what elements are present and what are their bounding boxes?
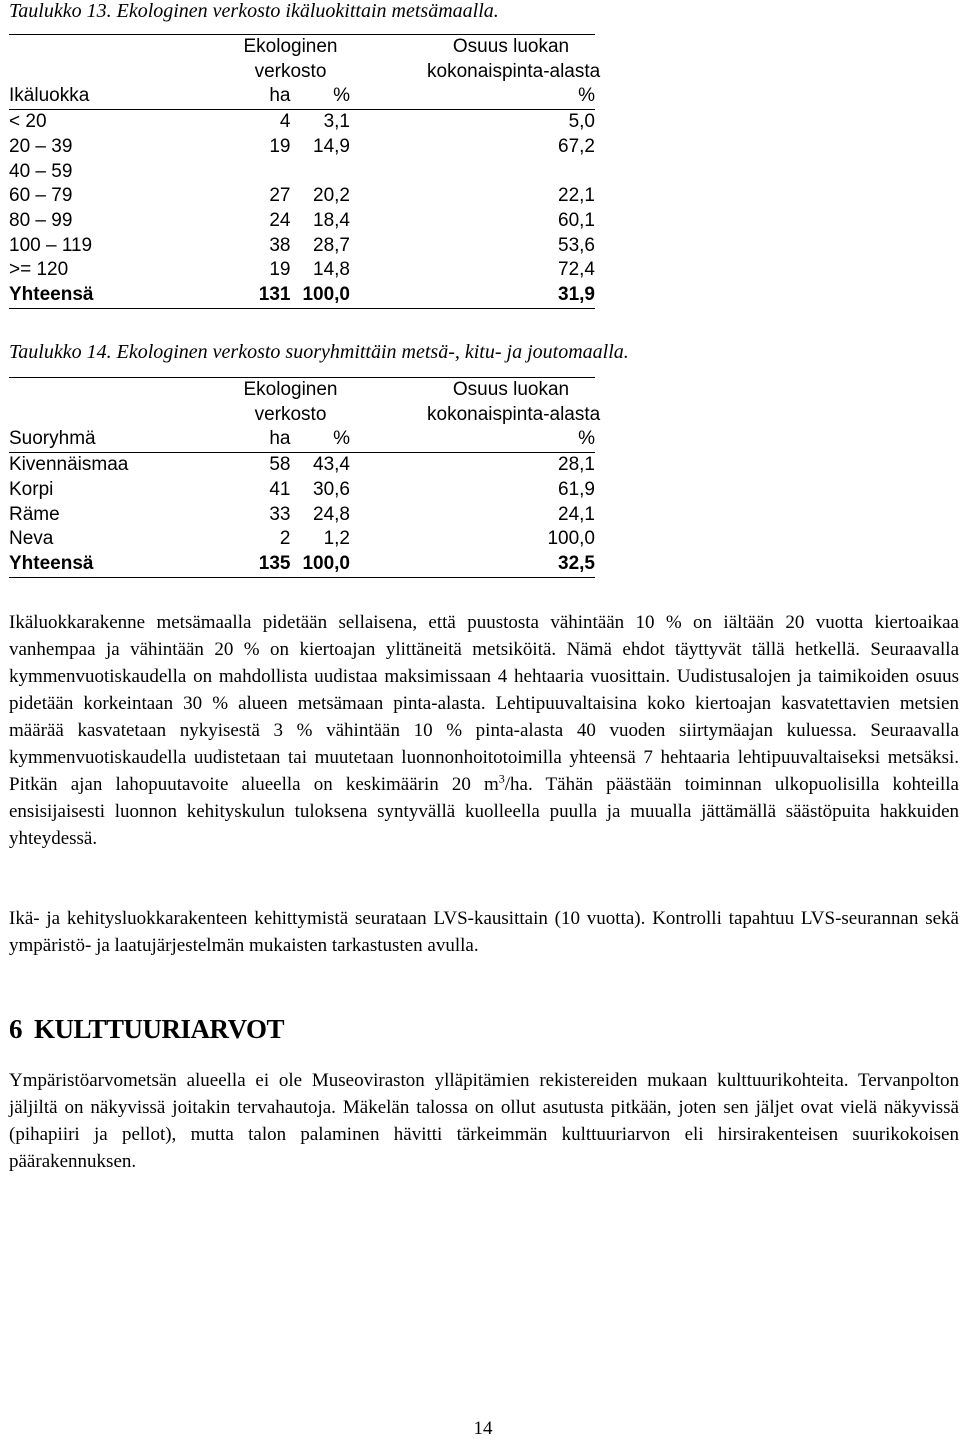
header-cell — [9, 35, 231, 60]
table-row — [9, 184, 595, 209]
row-label: Räme — [9, 503, 60, 525]
header-cell: kokonaispinta-alasta — [427, 60, 601, 82]
table-row — [9, 503, 595, 528]
row-share: 67,2 — [558, 135, 595, 157]
header-cell: Osuus luokan — [427, 35, 595, 60]
total-share: 32,5 — [427, 552, 595, 577]
row-pct: 14,8 — [313, 259, 350, 281]
row-share: 22,1 — [558, 185, 595, 207]
header-cell: verkosto — [254, 60, 327, 82]
row-share: 60,1 — [558, 209, 595, 231]
superscript: 3 — [498, 771, 505, 786]
row-label: < 20 — [9, 111, 47, 133]
header-cell: Ekologinen — [231, 378, 350, 403]
table-row — [9, 209, 595, 234]
row-pct: 24,8 — [313, 503, 350, 525]
row-ha — [231, 160, 291, 185]
total-pct: 100,0 — [291, 283, 351, 308]
header-cell: verkosto — [254, 403, 327, 425]
row-ha: 19 — [269, 135, 291, 157]
total-share: 31,9 — [427, 283, 595, 308]
header-cell — [9, 60, 231, 85]
row-share — [427, 160, 595, 185]
table13-total-row — [9, 283, 595, 308]
row-pct: 43,4 — [313, 454, 350, 476]
table14-caption: Taulukko 14. Ekologinen verkosto suoryhmittäin metsä-, kitu- ja joutomaalla. — [9, 341, 629, 363]
table14-header-row — [9, 378, 595, 403]
row-pct: 20,2 — [313, 185, 350, 207]
page-number: 14 — [473, 1418, 493, 1439]
section-title: KULTTUURIARVOT — [34, 1014, 285, 1044]
table-row — [9, 110, 595, 135]
row-ha: 33 — [269, 503, 291, 525]
paragraph-text: Ikäluokkarakenne metsämaalla pidetään sellaisena, että puustosta vähintään 10 % on iältään 20 vuotta kiertoaikaa vanhempaa ja vähintään 20 % on kiertoajan ylittäneitä metsiköitä. Nämä ehdot täyttyvät tällä hetkellä. Seuraavalla kymmenvuotiskaudella on mahdollista uudistaa maksimissaan 4 hehtaaria vuosittain. Uudistusalojen ja taimikoiden osuus pidetään korkeintaan 30 % alueen metsämaan pinta-alasta. Lehtipuuvaltaisina koko kiertoajan kasvatettavien metsien määrää kasvatetaan nykyisestä 3 % vähintään 10 % pinta-alasta 40 vuoden siirtymäajan kuluessa. Seuraavalla kymmenvuotiskaudella uudistetaan tai muutetaan luonnonhoitotoimilla yhteensä 7 hehtaaria lehtipuuvaltaiseksi metsäksi. Pitkän ajan lahopuutavoite alueella on keskimäärin 20 m — [9, 612, 959, 795]
row-label: 20 – 39 — [9, 135, 73, 157]
table-row — [9, 453, 595, 478]
row-ha: 38 — [269, 234, 291, 256]
table14-body — [9, 453, 595, 552]
row-label: 40 – 59 — [9, 160, 73, 182]
row-label: Kivennäismaa — [9, 454, 129, 476]
section-heading — [9, 1012, 284, 1046]
row-share: 5,0 — [568, 111, 595, 133]
row-pct: 30,6 — [313, 478, 350, 500]
table13-header-row — [9, 35, 595, 60]
table-row — [9, 160, 595, 185]
total-pct: 100,0 — [291, 552, 351, 577]
row-share: 28,1 — [558, 454, 595, 476]
row-pct: 3,1 — [323, 111, 350, 133]
row-share: 72,4 — [558, 259, 595, 281]
table13 — [9, 34, 601, 309]
table14-header-row — [9, 403, 595, 428]
total-ha: 131 — [231, 283, 291, 308]
column-header: ha — [231, 84, 291, 109]
column-header: ha — [231, 427, 291, 452]
row-share: 61,9 — [558, 478, 595, 500]
table-row — [9, 258, 595, 283]
table13-caption: Taulukko 13. Ekologinen verkosto ikäluokittain metsämaalla. — [9, 0, 499, 22]
row-label: >= 120 — [9, 259, 69, 281]
column-header: Suoryhmä — [9, 427, 231, 452]
table14 — [9, 377, 601, 578]
column-header: % — [291, 84, 351, 109]
row-ha: 27 — [269, 185, 291, 207]
row-pct: 1,2 — [323, 528, 350, 550]
total-ha: 135 — [231, 552, 291, 577]
paragraph-cultural-values: Ympäristöarvometsän alueella ei ole Museoviraston ylläpitämien rekistereiden mukaan kulttuurikohteita. Tervanpolton jäljiltä on näkyvissä joitakin tervahautoja. Mäkelän talossa on ollut asutusta pitkään, joten sen jäljet ovat vielä näkyvissä (pihapiiri ja pellot), mutta talon palaminen hävitti tärkeimmän kulttuuriarvon eli hirsirakenteisen suurikokoisen päärakennuksen. — [9, 1070, 959, 1172]
row-ha: 2 — [279, 528, 291, 550]
header-cell: Ekologinen — [231, 35, 350, 60]
row-label: 80 – 99 — [9, 209, 73, 231]
total-label: Yhteensä — [9, 283, 231, 308]
paragraph-age-structure — [9, 609, 959, 852]
row-ha: 19 — [269, 259, 291, 281]
column-header: % — [291, 427, 351, 452]
row-ha: 4 — [279, 111, 291, 133]
column-header: Ikäluokka — [9, 84, 231, 109]
table13-header-row — [9, 60, 595, 85]
row-share: 53,6 — [558, 234, 595, 256]
table14-total-row — [9, 552, 595, 577]
row-share: 24,1 — [558, 503, 595, 525]
row-pct: 28,7 — [313, 234, 350, 256]
table-row — [9, 135, 595, 160]
row-share: 100,0 — [547, 528, 595, 550]
header-cell — [9, 378, 231, 403]
table-row — [9, 527, 595, 552]
row-ha: 41 — [269, 478, 291, 500]
total-label: Yhteensä — [9, 552, 231, 577]
table-row — [9, 478, 595, 503]
row-label: Neva — [9, 528, 54, 550]
header-cell: Osuus luokan — [427, 378, 595, 403]
row-label: Korpi — [9, 478, 54, 500]
row-label: 60 – 79 — [9, 185, 73, 207]
row-ha: 58 — [269, 454, 291, 476]
section-number: 6 — [9, 1014, 22, 1044]
column-header: % — [427, 84, 595, 109]
header-cell — [9, 403, 231, 428]
row-pct: 18,4 — [313, 209, 350, 231]
table13-header-row — [9, 84, 595, 109]
row-label: 100 – 119 — [9, 234, 93, 256]
column-header: % — [427, 427, 595, 452]
table13-body — [9, 110, 595, 283]
table14-header-row — [9, 427, 595, 452]
row-ha: 24 — [269, 209, 291, 231]
row-pct — [291, 160, 351, 185]
header-cell: kokonaispinta-alasta — [427, 403, 601, 425]
paragraph-text: /ha. Tähän päästään toiminnan ulkopuolisilla kohteilla ensisijaisesti luonnon kehityskulun tuloksena syntyvällä kuolleella puulla ja muualla jättämällä säästöpuita hakkuiden yhteydessä. — [9, 774, 959, 849]
row-pct: 14,9 — [313, 135, 350, 157]
paragraph-monitoring: Ikä- ja kehitysluokkarakenteen kehittymistä seurataan LVS-kausittain (10 vuotta). Kontrolli tapahtuu LVS-seurannan sekä ympäristö- ja laatujärjestelmän mukaisten tarkastusten avulla. — [9, 908, 959, 956]
table-row — [9, 234, 595, 259]
